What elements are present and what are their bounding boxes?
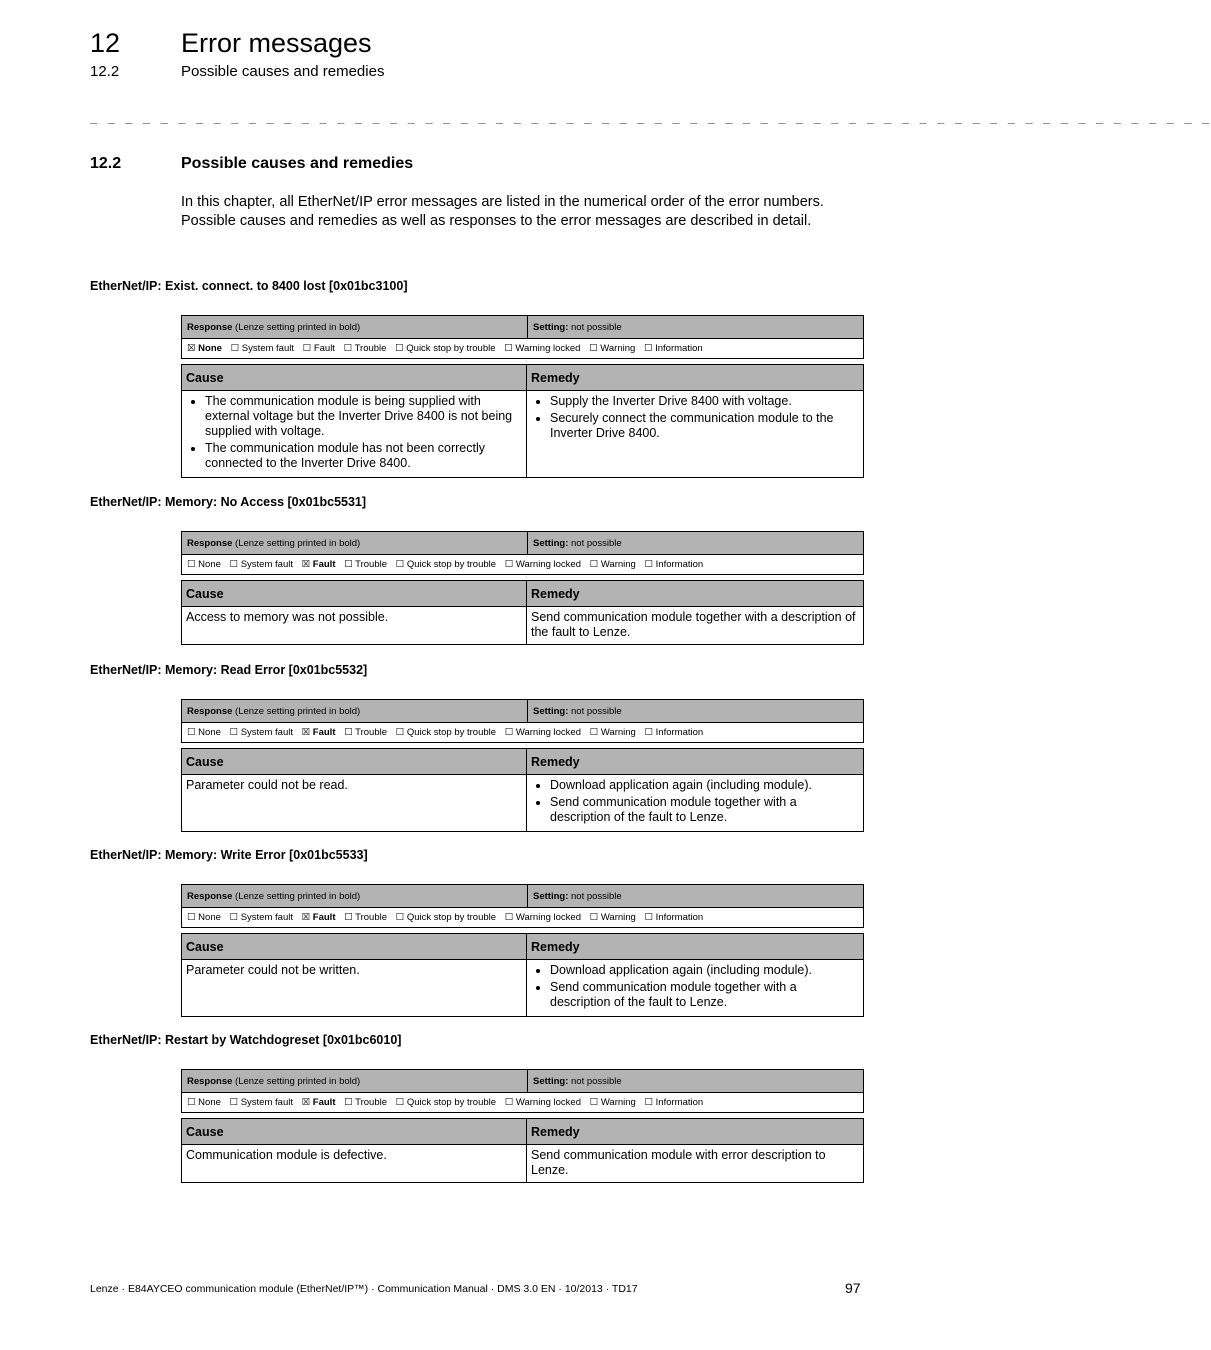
response-options (182, 908, 864, 928)
option-warning-locked: ☐ Warning locked (504, 559, 581, 570)
remedy-header: Remedy (527, 365, 864, 391)
section-title: Possible causes and remedies (181, 155, 414, 172)
footer-text: Lenze · E84AYCEO communication module (EtherNet/IP™) · Communication Manual · DMS 3.0 EN · 10/2013 · TD17 (90, 1283, 638, 1295)
setting-header: Setting: not possible (528, 885, 864, 908)
cause-cell: Access to memory was not possible. (182, 607, 527, 645)
option-system-fault: ☐ System fault (230, 343, 295, 354)
chapter-number: 12 (90, 28, 121, 58)
option-warning: ☐ Warning (589, 1097, 636, 1108)
remedy-cell (527, 960, 864, 1017)
cause-header: Cause (182, 581, 527, 607)
option-warning: ☐ Warning (589, 727, 636, 738)
option-trouble: ☐ Trouble (344, 559, 387, 570)
remedy-header: Remedy (527, 1119, 864, 1145)
option-quick-stop: ☐ Quick stop by trouble (395, 559, 497, 570)
cause-remedy-table (181, 748, 864, 832)
remedy-header: Remedy (527, 934, 864, 960)
option-system-fault: ☐ System fault (229, 912, 293, 923)
option-trouble: ☐ Trouble (344, 912, 387, 923)
response-table (181, 699, 864, 743)
response-header: Response (Lenze setting printed in bold) (182, 316, 528, 339)
option-warning-locked: ☐ Warning locked (504, 1097, 581, 1108)
option-warning: ☐ Warning (589, 343, 636, 354)
cause-remedy-table (181, 364, 864, 478)
cause-item: • The communication module is being supplied with external voltage but the Inverter Drive 8400 is not being supplied with voltage. (205, 394, 520, 439)
response-header: Response (Lenze setting printed in bold) (182, 700, 528, 723)
option-warning: ☐ Warning (589, 912, 636, 923)
option-system-fault: ☐ System fault (229, 727, 293, 738)
option-fault: ☐ Fault (302, 343, 335, 354)
error-heading: EtherNet/IP: Memory: Write Error [0x01bc5533] (90, 848, 368, 862)
option-none: ☐ None (187, 1097, 221, 1108)
cause-header: Cause (182, 365, 527, 391)
response-options (182, 339, 864, 359)
remedy-item: • Supply the Inverter Drive 8400 with voltage. (550, 394, 857, 409)
remedy-item: • Securely connect the communication module to the Inverter Drive 8400. (550, 411, 857, 441)
remedy-cell: Send communication module together with a description of the fault to Lenze. (527, 607, 864, 645)
setting-header: Setting: not possible (528, 316, 864, 339)
response-header: Response (Lenze setting printed in bold) (182, 1070, 528, 1093)
option-quick-stop: ☐ Quick stop by trouble (395, 727, 497, 738)
remedy-item: • Send communication module together with a description of the fault to Lenze. (550, 980, 857, 1010)
cause-remedy-table (181, 933, 864, 1017)
remedy-cell (527, 391, 864, 478)
setting-header: Setting: not possible (528, 532, 864, 555)
remedy-header: Remedy (527, 749, 864, 775)
remedy-cell (527, 775, 864, 832)
option-information: ☐ Information (644, 912, 704, 923)
header-separator: _ _ _ _ _ _ _ _ _ _ _ _ _ _ _ _ _ _ _ _ _ _ _ _ _ _ _ _ _ _ _ _ _ _ _ _ _ _ _ _ _ _ _ _ _ _ _ _ _ _ _ _ _ _ _ _ _ _ _ _ _ _ _ _ (90, 110, 1211, 124)
error-heading: EtherNet/IP: Memory: Read Error [0x01bc5532] (90, 663, 368, 677)
cause-cell: Parameter could not be written. (182, 960, 527, 1017)
option-information: ☐ Information (644, 559, 704, 570)
option-trouble: ☐ Trouble (343, 343, 387, 354)
remedy-item: • Download application again (including module). (550, 778, 857, 793)
section-intro: In this chapter, all EtherNet/IP error messages are listed in the numerical order of the error numbers. Possible causes and remedies as well as responses to the error messages are described in detail. (181, 194, 824, 229)
option-none: ☒ None (187, 343, 222, 354)
response-options (182, 1093, 864, 1113)
remedy-item: • Download application again (including module). (550, 963, 857, 978)
remedy-cell: Send communication module with error description to Lenze. (527, 1145, 864, 1183)
option-none: ☐ None (187, 727, 221, 738)
option-information: ☐ Information (644, 727, 704, 738)
option-none: ☐ None (187, 912, 221, 923)
response-table (181, 884, 864, 928)
option-information: ☐ Information (644, 1097, 704, 1108)
option-none: ☐ None (187, 559, 221, 570)
response-options (182, 555, 864, 575)
cause-header: Cause (182, 934, 527, 960)
cause-item: • The communication module has not been correctly connected to the Inverter Drive 8400. (205, 441, 520, 471)
option-trouble: ☐ Trouble (344, 1097, 387, 1108)
page-number: 97 (845, 1280, 861, 1296)
chapter-title: Error messages (181, 28, 372, 58)
option-warning-locked: ☐ Warning locked (504, 343, 581, 354)
option-fault: ☒ Fault (301, 912, 336, 923)
response-header: Response (Lenze setting printed in bold) (182, 532, 528, 555)
error-heading: EtherNet/IP: Memory: No Access [0x01bc5531] (90, 495, 367, 509)
response-options (182, 723, 864, 743)
option-warning-locked: ☐ Warning locked (504, 727, 581, 738)
subchapter-title: Possible causes and remedies (181, 63, 385, 80)
option-trouble: ☐ Trouble (344, 727, 387, 738)
option-quick-stop: ☐ Quick stop by trouble (395, 343, 496, 354)
remedy-item: • Send communication module together with a description of the fault to Lenze. (550, 795, 857, 825)
cause-cell: Parameter could not be read. (182, 775, 527, 832)
response-table (181, 531, 864, 575)
option-system-fault: ☐ System fault (229, 1097, 293, 1108)
response-table (181, 1069, 864, 1113)
option-information: ☐ Information (643, 343, 703, 354)
option-fault: ☒ Fault (301, 559, 336, 570)
setting-header: Setting: not possible (528, 1070, 864, 1093)
error-heading: EtherNet/IP: Restart by Watchdogreset [0x01bc6010] (90, 1033, 402, 1047)
cause-header: Cause (182, 749, 527, 775)
response-header: Response (Lenze setting printed in bold) (182, 885, 528, 908)
option-fault: ☒ Fault (301, 727, 336, 738)
cause-cell (182, 391, 527, 478)
option-system-fault: ☐ System fault (229, 559, 293, 570)
option-quick-stop: ☐ Quick stop by trouble (395, 912, 497, 923)
option-warning-locked: ☐ Warning locked (504, 912, 581, 923)
cause-header: Cause (182, 1119, 527, 1145)
option-quick-stop: ☐ Quick stop by trouble (395, 1097, 497, 1108)
setting-header: Setting: not possible (528, 700, 864, 723)
response-table (181, 315, 864, 359)
cause-remedy-table (181, 580, 864, 645)
cause-remedy-table (181, 1118, 864, 1183)
subchapter-number: 12.2 (90, 63, 120, 80)
cause-cell: Communication module is defective. (182, 1145, 527, 1183)
remedy-header: Remedy (527, 581, 864, 607)
error-heading: EtherNet/IP: Exist. connect. to 8400 lost [0x01bc3100] (90, 279, 408, 293)
option-warning: ☐ Warning (589, 559, 636, 570)
option-fault: ☒ Fault (301, 1097, 336, 1108)
section-number: 12.2 (90, 155, 122, 172)
